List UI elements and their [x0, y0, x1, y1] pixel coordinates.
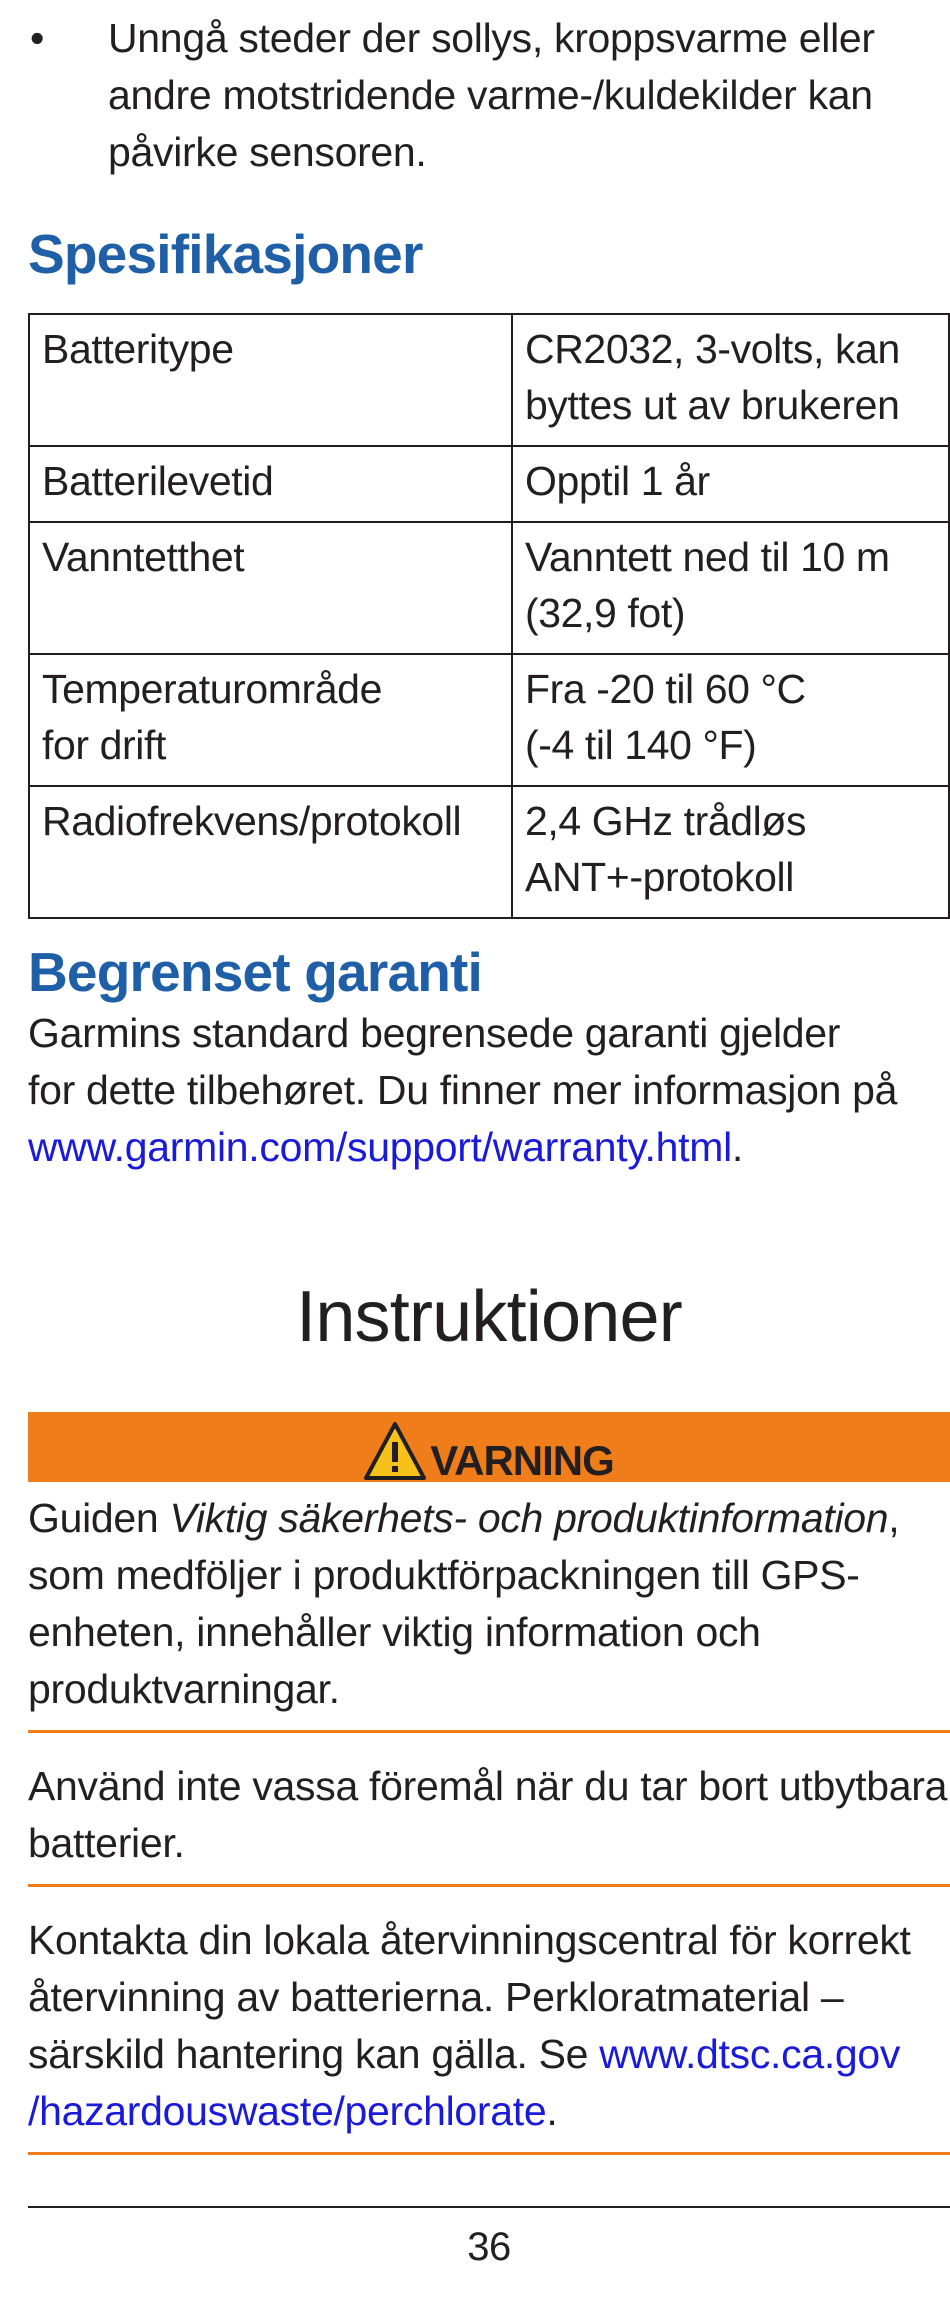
spec-label-line: for drift	[42, 722, 166, 768]
spec-value	[512, 446, 949, 522]
warranty-text	[28, 1005, 950, 1176]
perchlorate-link-part-1[interactable]: www.dtsc.ca.gov	[599, 2031, 901, 2077]
warranty-text-line-2: for dette tilbehøret. Du finner mer informasjon på	[28, 1067, 898, 1113]
warning-banner	[28, 1412, 950, 1482]
warning-item-batteries	[28, 1733, 950, 1887]
warning-item-3-text: Kontakta din lokala återvinningscentral för korrekt återvinning av batterierna. Perkloratmaterial – särskild hantering kan gälla. Se	[28, 1917, 911, 2077]
specifications-heading: Spesifikasjoner	[28, 223, 423, 285]
spec-row	[29, 522, 949, 654]
spec-row	[29, 786, 949, 918]
manual-page	[28, 0, 950, 2269]
spec-value-line: (32,9 fot)	[525, 590, 686, 636]
safety-guide-title: Viktig säkerhets- och produktinformation	[169, 1495, 889, 1541]
page-footer	[28, 2206, 950, 2272]
spec-value	[512, 522, 949, 654]
spec-label	[29, 446, 512, 522]
spec-label-line: Radiofrekvens/protokoll	[42, 798, 462, 844]
warning-item-recycling	[28, 1887, 950, 2155]
page-number: 36	[467, 2225, 511, 2269]
spec-value-line: (-4 til 140 °F)	[525, 722, 757, 768]
warning-item-1-text: , som medföljer i produktförpackningen till GPS-enheten, innehåller viktig information och produktvarningar.	[28, 1495, 900, 1712]
spec-label	[29, 786, 512, 918]
warranty-link-suffix: .	[731, 1124, 743, 1170]
spec-value-line: 2,4 GHz trådløs	[525, 798, 807, 844]
specifications-table	[28, 313, 950, 919]
spec-value-line: CR2032, 3-volts, kan	[525, 326, 900, 372]
spec-value	[512, 786, 949, 918]
spec-label-line: Batterilevetid	[42, 458, 274, 504]
spec-value-line: Fra -20 til 60 °C	[525, 666, 806, 712]
spec-value-line: Vanntett ned til 10 m	[525, 534, 890, 580]
spec-row	[29, 446, 949, 522]
warranty-text-line-1: Garmins standard begrensede garanti gjelder	[28, 1010, 841, 1056]
warning-item-2-text: Använd inte vassa föremål när du tar bort utbytbara batterier.	[28, 1763, 948, 1866]
spec-label	[29, 522, 512, 654]
warning-item-3-suffix: .	[546, 2088, 558, 2134]
spec-label	[29, 654, 512, 786]
spec-value-line: byttes ut av brukeren	[525, 382, 900, 428]
warranty-heading: Begrenset garanti	[28, 941, 483, 1003]
spec-label	[29, 314, 512, 446]
spec-row	[29, 314, 949, 446]
warranty-link[interactable]: www.garmin.com/support/warranty.html	[28, 1124, 732, 1170]
spec-label-line: Vanntetthet	[42, 534, 245, 580]
warning-item-safety-guide	[28, 1482, 950, 1733]
warning-label: VARNING	[430, 1437, 614, 1484]
spec-value-line: ANT+-protokoll	[525, 854, 794, 900]
bullet-text: Unngå steder der sollys, kroppsvarme eller andre motstridende varme-/kuldekilder kan påvirke sensoren.	[108, 15, 875, 175]
warning-triangle-icon	[364, 1422, 426, 1480]
warning-item-1-prefix: Guiden	[28, 1495, 170, 1541]
perchlorate-link-part-2[interactable]: /hazardouswaste/perchlorate	[28, 2088, 547, 2134]
sensor-placement-bullet	[28, 10, 950, 181]
spec-value-line: Opptil 1 år	[525, 458, 710, 504]
bullet-marker: •	[30, 15, 45, 61]
spec-row	[29, 654, 949, 786]
spec-label-line: Temperaturområde	[42, 666, 382, 712]
spec-value	[512, 314, 949, 446]
spec-value	[512, 654, 949, 786]
spec-label-line: Batteritype	[42, 326, 234, 372]
instructions-heading: Instruktioner	[296, 1277, 682, 1357]
